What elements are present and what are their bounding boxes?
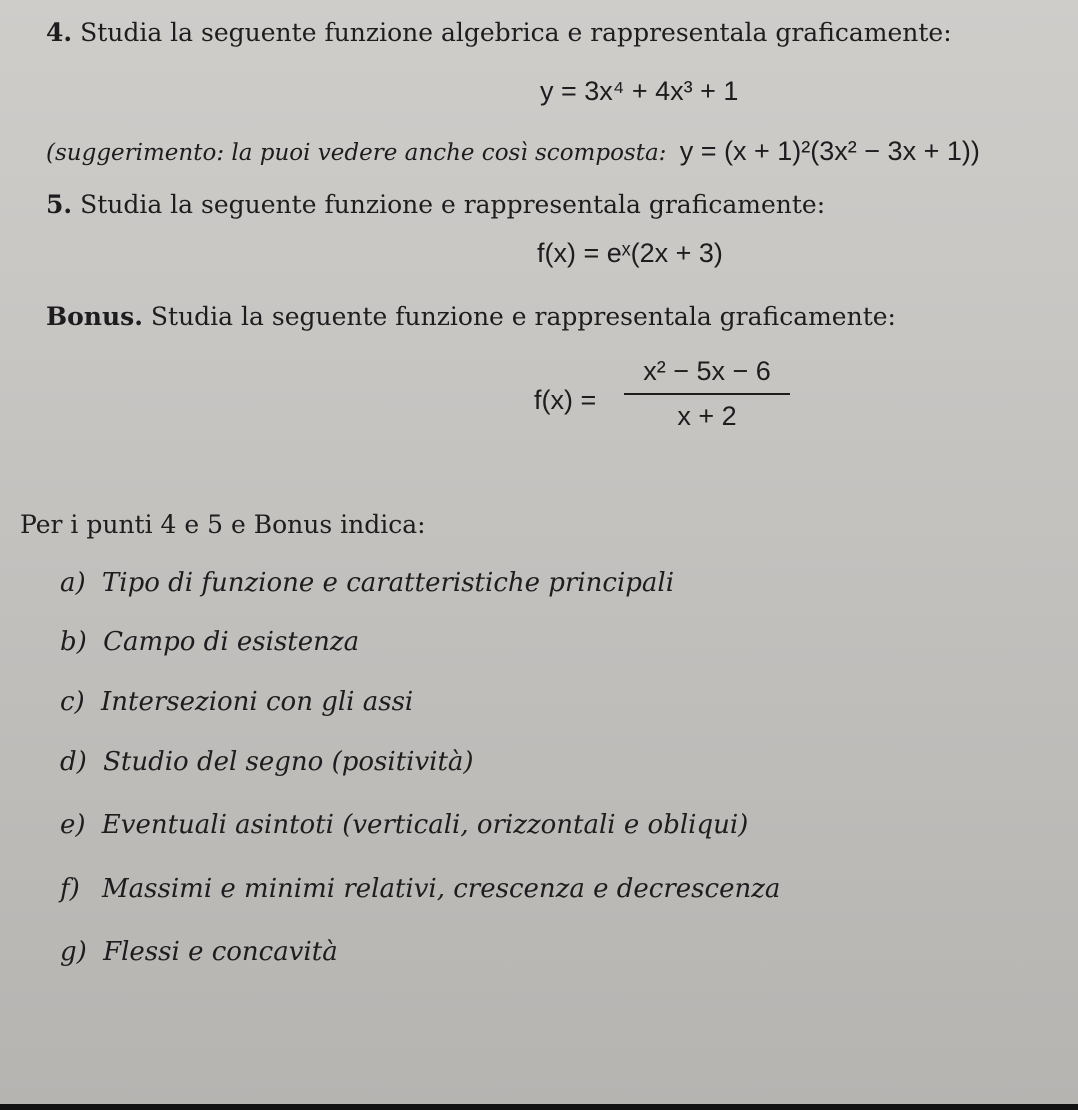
problem-4-hint-text: (suggerimento: la puoi vedere anche così scomposta: xyxy=(46,140,667,166)
item-letter: b) xyxy=(60,627,87,657)
problem-4-hint-formula: y = (x + 1)²(3x² − 3x + 1)) xyxy=(679,136,980,166)
item-text: Eventuali asintoti (verticali, orizzontali e obliqui) xyxy=(101,810,749,840)
problem-5-text: Studia la seguente funzione e rappresentala graficamente: xyxy=(80,190,826,219)
instruction-item xyxy=(60,810,748,840)
item-letter: g) xyxy=(60,937,87,967)
bonus-denominator: x + 2 xyxy=(677,401,737,431)
bonus-formula-lhs: f(x) = xyxy=(534,385,597,415)
problem-4-hint xyxy=(46,136,980,167)
item-letter: f) xyxy=(60,874,80,904)
item-letter: a) xyxy=(60,568,86,598)
item-letter: e) xyxy=(60,810,86,840)
page-bottom-edge xyxy=(0,1104,1078,1110)
instructions-intro: Per i punti 4 e 5 e Bonus indica: xyxy=(20,510,426,539)
item-letter: d) xyxy=(60,747,87,777)
item-text: Campo di esistenza xyxy=(103,627,360,657)
problem-5-heading xyxy=(46,190,825,219)
instruction-item xyxy=(60,568,674,598)
problem-4-formula: y = 3x⁴ + 4x³ + 1 xyxy=(540,76,739,106)
problem-5-number: 5. xyxy=(46,190,73,219)
item-text: Flessi e concavità xyxy=(103,937,338,967)
problem-5-formula: f(x) = eˣ(2x + 3) xyxy=(537,238,723,268)
instruction-item xyxy=(60,627,359,657)
instruction-item xyxy=(60,747,474,777)
bonus-text: Studia la seguente funzione e rappresentala graficamente: xyxy=(150,302,896,331)
instruction-item xyxy=(60,937,338,967)
item-text: Intersezioni con gli assi xyxy=(100,687,414,717)
item-text: Massimi e minimi relativi, crescenza e decrescenza xyxy=(102,874,781,904)
bonus-fraction xyxy=(624,356,790,432)
instruction-item xyxy=(60,687,413,717)
problem-4-text: Studia la seguente funzione algebrica e rappresentala graficamente: xyxy=(80,18,952,47)
problem-4-heading xyxy=(46,18,952,47)
instruction-item xyxy=(60,874,780,904)
problem-4-number: 4. xyxy=(46,18,73,47)
bonus-label: Bonus. xyxy=(46,302,143,331)
item-text: Tipo di funzione e caratteristiche principali xyxy=(101,568,675,598)
item-text: Studio del segno (positività) xyxy=(103,747,474,777)
bonus-numerator: x² − 5x − 6 xyxy=(643,356,771,386)
bonus-heading xyxy=(46,302,896,331)
item-letter: c) xyxy=(60,687,85,717)
fraction-bar xyxy=(624,393,790,395)
